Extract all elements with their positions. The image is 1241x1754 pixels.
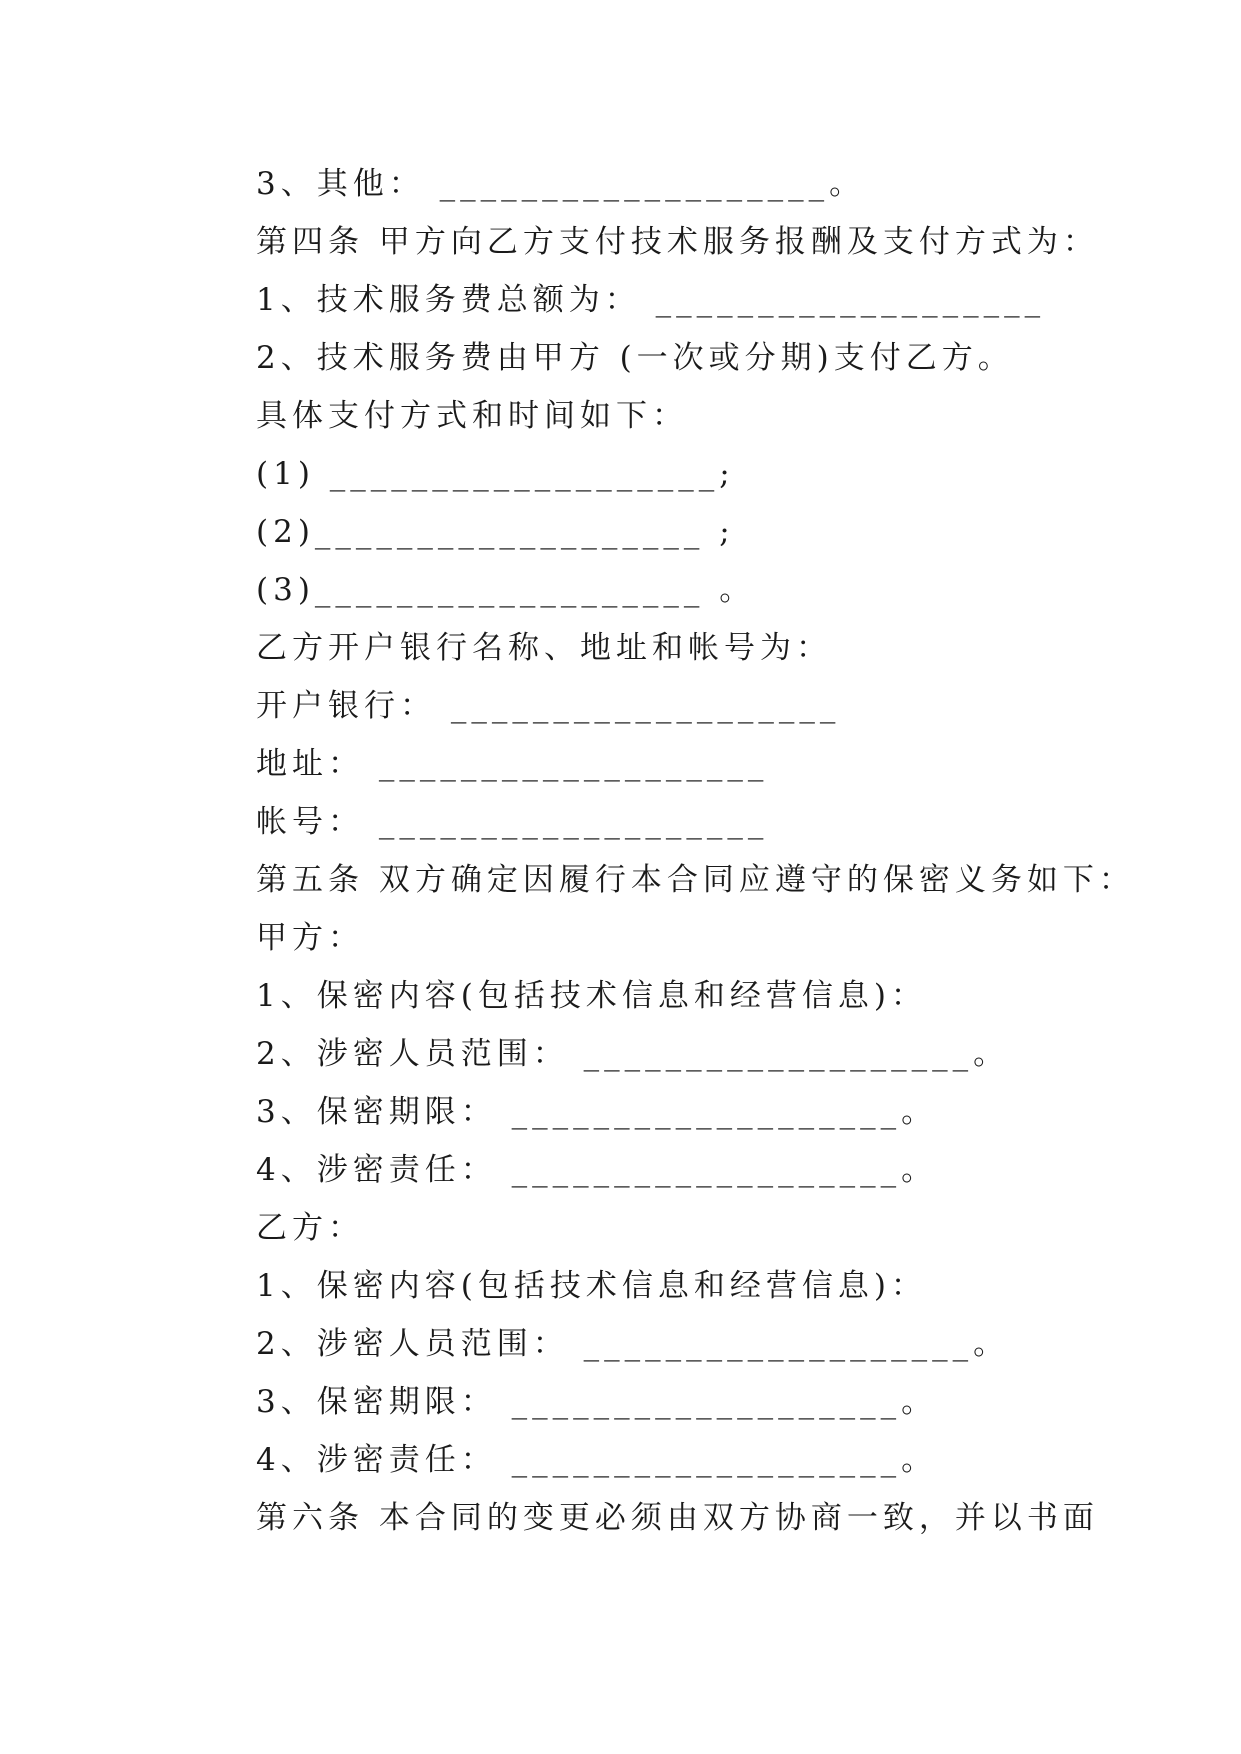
party-b-heading: 乙方： (256, 1210, 364, 1246)
clause-line: 2、涉密人员范围： ___________________。 (256, 1326, 1010, 1362)
clause-line: 具体支付方式和时间如下： (256, 398, 688, 434)
clause-line: 3、保密期限： ___________________。 (256, 1094, 938, 1130)
clause-line: 2、涉密人员范围： ___________________。 (256, 1036, 1010, 1072)
article-4-heading: 第四条 甲方向乙方支付技术服务报酬及支付方式为： (256, 224, 1099, 260)
clause-line: 1、技术服务费总额为： ___________________ (256, 282, 1046, 318)
clause-line: 4、涉密责任： ___________________。 (256, 1152, 938, 1188)
article-5-heading: 第五条 双方确定因履行本合同应遵守的保密义务如下： (256, 862, 1135, 898)
payment-item: (2)___________________ ; (256, 514, 735, 550)
clause-line: 1、保密内容(包括技术信息和经营信息)： (256, 978, 927, 1014)
bank-info-heading: 乙方开户银行名称、地址和帐号为： (256, 630, 832, 666)
clause-line: 4、涉密责任： ___________________。 (256, 1442, 938, 1478)
payment-item: (1) ___________________; (256, 456, 735, 492)
bank-address-field: 地址： ___________________ (256, 746, 769, 782)
clause-line: 2、技术服务费由甲方 (一次或分期)支付乙方。 (256, 340, 1014, 376)
clause-line: 1、保密内容(包括技术信息和经营信息)： (256, 1268, 927, 1304)
document-body (256, 155, 1156, 1547)
bank-account-field: 帐号： ___________________ (256, 804, 769, 840)
clause-line: 3、其他： ___________________。 (256, 166, 866, 202)
payment-item: (3)___________________ 。 (256, 572, 756, 608)
clause-line: 3、保密期限： ___________________。 (256, 1384, 938, 1420)
party-a-heading: 甲方： (256, 920, 364, 956)
bank-name-field: 开户银行： ___________________ (256, 688, 841, 724)
article-6-heading: 第六条 本合同的变更必须由双方协商一致，并以书面 (256, 1500, 1099, 1536)
